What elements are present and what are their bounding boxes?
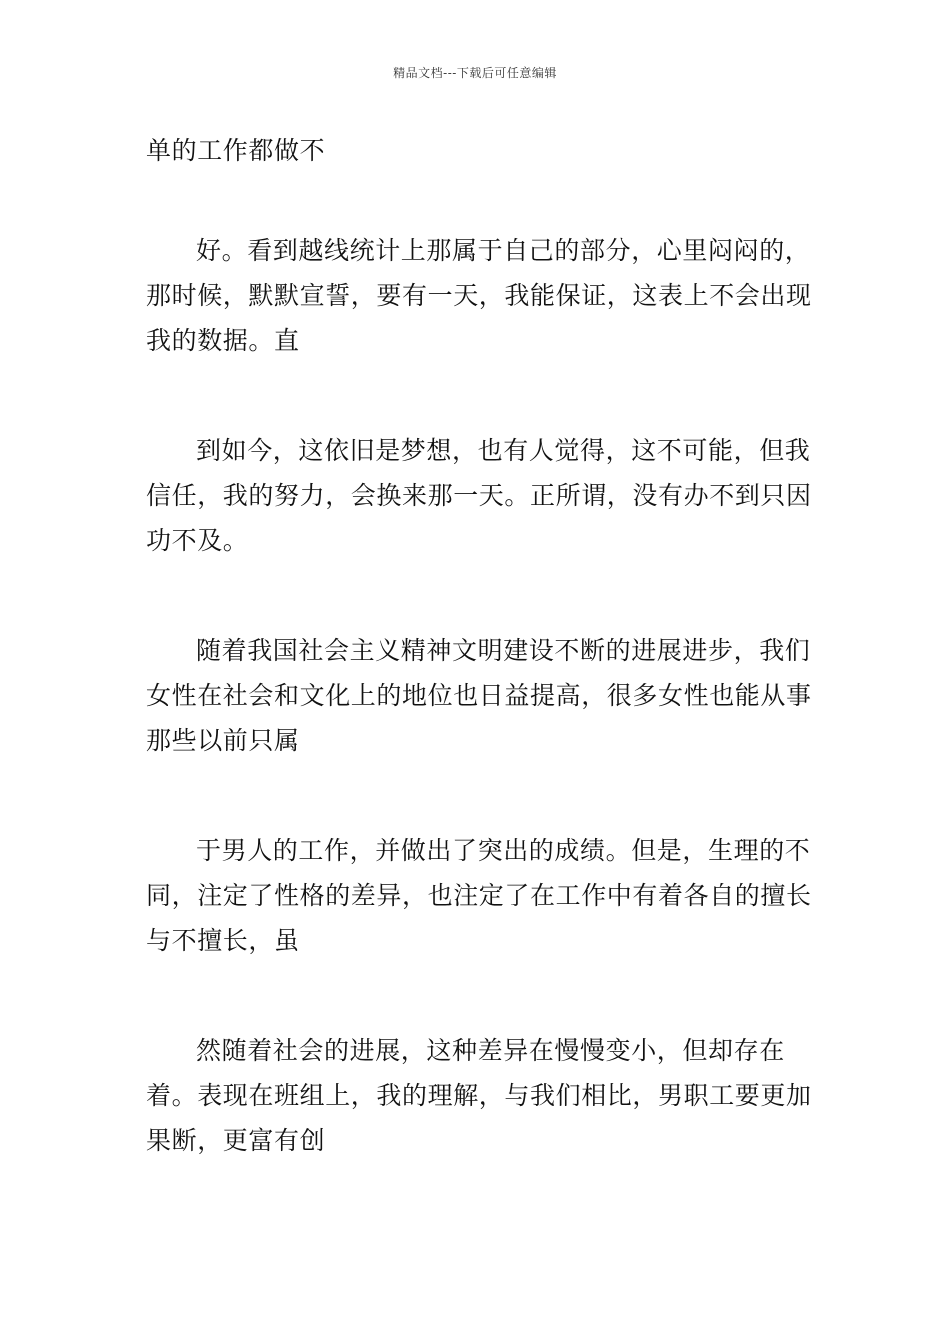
paragraph-3: 到如今，这依旧是梦想，也有人觉得，这不可能，但我信任，我的努力，会换来那一天。正所谓，没有办不到只因功不及。 [146, 436, 812, 555]
paragraph-5: 于男人的工作，并做出了突出的成绩。但是，生理的不同，注定了性格的差异，也注定了在工作中有着各自的擅长与不擅长，虽 [146, 836, 812, 955]
paragraph-6: 然随着社会的进展，这种差异在慢慢变小，但却存在着。表现在班组上，我的理解，与我们相比，男职工要更加果断，更富有创 [146, 1036, 812, 1155]
paragraph-2: 好。看到越线统计上那属于自己的部分，心里闷闷的，那时候，默默宣誓，要有一天，我能保证，这表上不会出现我的数据。直 [146, 236, 812, 355]
paragraph-4: 随着我国社会主义精神文明建设不断的进展进步，我们女性在社会和文化上的地位也日益提高，很多女性也能从事那些以前只属 [146, 636, 812, 755]
paragraph-1: 单的工作都做不 [146, 136, 326, 165]
page-header: 精品文档---下载后可任意编辑 [393, 66, 557, 80]
document-body [146, 128, 816, 1163]
